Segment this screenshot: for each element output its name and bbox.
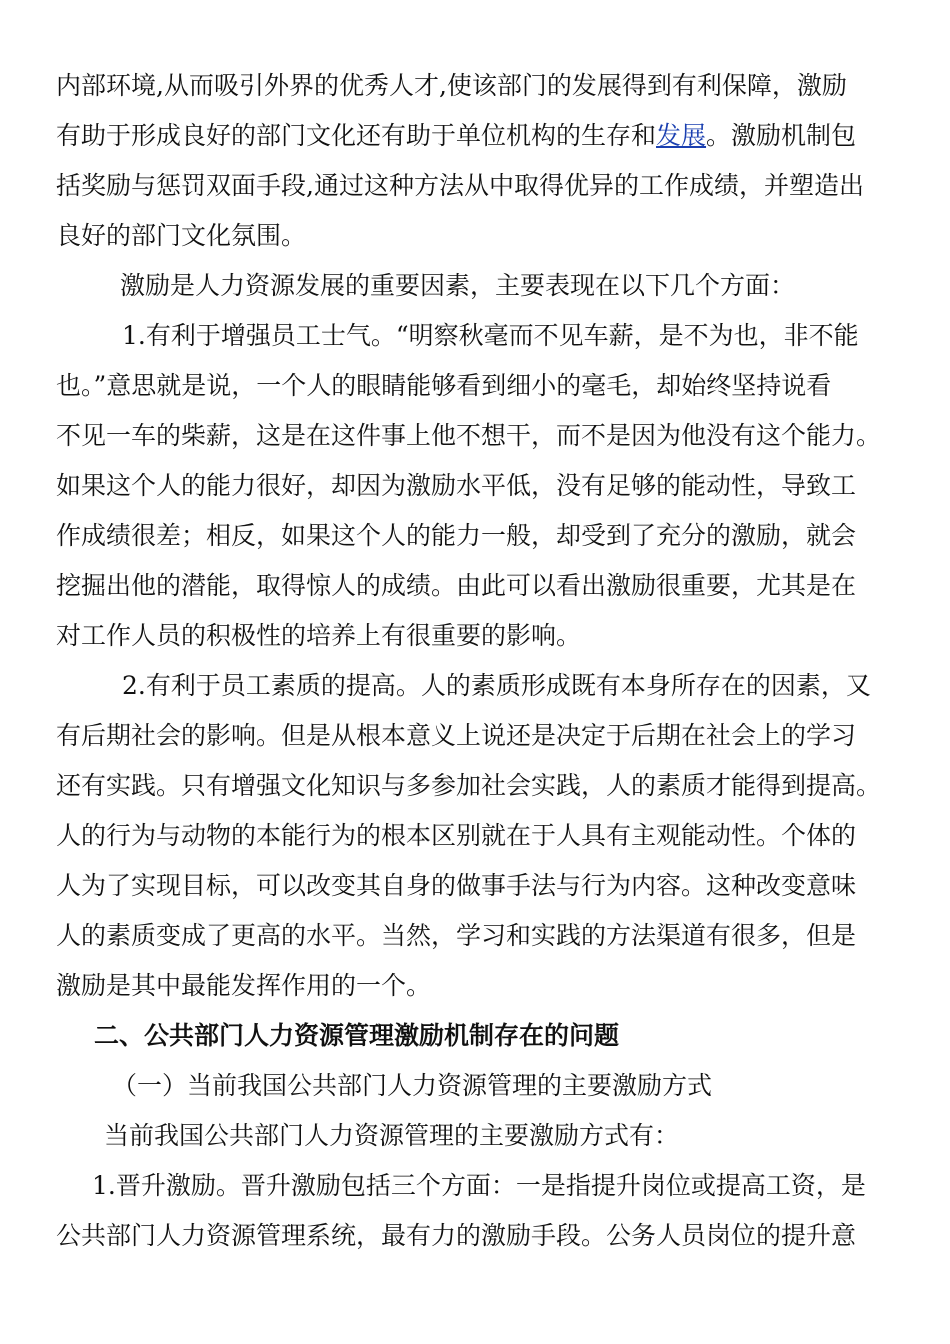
- section-heading-2: 二、公共部门人力资源管理激励机制存在的问题: [94, 1021, 620, 1050]
- p3-line1: 1.有利于增强员工士气。“明察秋毫而不见车薪，是不为也，非不能: [122, 321, 859, 350]
- p3-line7: 对工作人员的积极性的培养上有很重要的影响。: [56, 621, 582, 650]
- p5-line1: 当前我国公共部门人力资源管理的主要激励方式有：: [104, 1121, 680, 1150]
- p4-line3: 还有实践。只有增强文化知识与多参加社会实践，人的素质才能得到提高。: [56, 771, 882, 800]
- p1-line4: 良好的部门文化氛围。: [56, 221, 307, 250]
- p3-line3: 不见一车的柴薪，这是在这件事上他不想干，而不是因为他没有这个能力。: [56, 421, 882, 450]
- p1-line2-text-after: 。激励机制包: [706, 121, 857, 150]
- p4-line6: 人的素质变成了更高的水平。当然，学习和实践的方法渠道有很多，但是: [56, 921, 857, 950]
- p3-line6: 挖掘出他的潜能，取得惊人的成绩。由此可以看出激励很重要，尤其是在: [56, 571, 857, 600]
- p4-line2: 有后期社会的影响。但是从根本意义上说还是决定于后期在社会上的学习: [56, 721, 857, 750]
- p1-line2-text-before: 有助于形成良好的部门文化还有助于单位机构的生存和: [56, 121, 657, 150]
- p2-line1: 激励是人力资源发展的重要因素，主要表现在以下几个方面：: [120, 271, 796, 300]
- p6-line1: 1.晋升激励。晋升激励包括三个方面：一是指提升岗位或提高工资，是: [92, 1171, 866, 1200]
- p1-line3: 括奖励与惩罚双面手段,通过这种方法从中取得优异的工作成绩，并塑造出: [56, 171, 864, 200]
- p3-line4: 如果这个人的能力很好，却因为激励水平低，没有足够的能动性，导致工: [56, 471, 857, 500]
- p1-line1: 内部环境,从而吸引外界的优秀人才,使该部门的发展得到有利保障，激励: [56, 71, 847, 100]
- p6-line2: 公共部门人力资源管理系统，最有力的激励手段。公务人员岗位的提升意: [56, 1221, 857, 1250]
- p4-line4: 人的行为与动物的本能行为的根本区别就在于人具有主观能动性。个体的: [56, 821, 857, 850]
- p3-line5: 作成绩很差；相反，如果这个人的能力一般，却受到了充分的激励，就会: [56, 521, 857, 550]
- p3-line2: 也。”意思就是说，一个人的眼睛能够看到细小的毫毛，却始终坚持说看: [56, 371, 832, 400]
- p4-line7: 激励是其中最能发挥作用的一个。: [56, 971, 432, 1000]
- subsection-heading-1: （一）当前我国公共部门人力资源管理的主要激励方式: [112, 1071, 713, 1100]
- development-link[interactable]: 发展: [656, 121, 707, 150]
- p1-line2: [56, 112, 916, 160]
- p4-line5: 人为了实现目标，可以改变其自身的做事手法与行为内容。这种改变意味: [56, 871, 857, 900]
- p4-line1: 2.有利于员工素质的提高。人的素质形成既有本身所存在的因素，又: [122, 671, 871, 700]
